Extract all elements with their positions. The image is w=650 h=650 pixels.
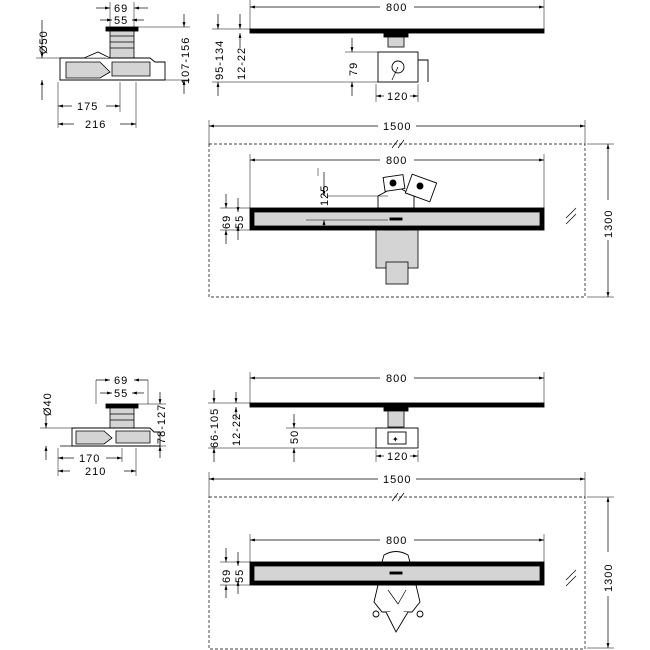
front-dim-800: 800 xyxy=(386,2,408,14)
side-low-dim-69: 69 xyxy=(114,375,129,387)
plan-low-dim-69: 69 xyxy=(221,568,233,583)
bottom-front-view xyxy=(208,372,544,463)
plan-low-dim-1300: 1300 xyxy=(603,563,615,592)
front-low-dim-12-22: 12-22 xyxy=(231,412,243,446)
plan-dim-69: 69 xyxy=(221,214,233,229)
side-dim-height: 107-156 xyxy=(180,36,192,84)
front-dim-79: 79 xyxy=(348,61,360,76)
bottom-plan-view xyxy=(209,472,615,649)
plan-dim-125: 125 xyxy=(319,184,331,206)
side-dim-216: 216 xyxy=(85,119,107,131)
drain-channel-front-low xyxy=(250,403,544,407)
bottom-side-view xyxy=(40,375,168,478)
side-drain-body-low xyxy=(60,428,160,446)
side-outlet-pipe xyxy=(106,27,138,58)
drain-channel-front xyxy=(250,29,544,33)
side-dim-diameter: Ø50 xyxy=(38,30,50,54)
front-dim-120: 120 xyxy=(387,91,409,103)
plan-low-dim-55: 55 xyxy=(234,568,246,583)
side-low-dim-height: 78-127 xyxy=(156,403,168,444)
side-low-dim-170: 170 xyxy=(79,453,101,465)
front-dim-95-134: 95-134 xyxy=(214,39,226,80)
top-plan-view xyxy=(209,120,615,297)
plan-dim-800: 800 xyxy=(386,155,408,167)
top-front-view xyxy=(212,0,544,103)
plan-dim-1300: 1300 xyxy=(603,209,615,238)
front-low-dim-66-105: 66-105 xyxy=(209,407,221,448)
front-low-dim-800: 800 xyxy=(386,373,408,385)
front-low-inner-mark: ✦ xyxy=(392,435,399,444)
side-dim-69: 69 xyxy=(114,3,129,15)
front-dim-12-22: 12-22 xyxy=(236,46,248,80)
side-low-dim-210: 210 xyxy=(85,466,107,478)
side-dim-175: 175 xyxy=(77,101,99,113)
side-outlet-pipe-low xyxy=(106,404,138,428)
plan-dim-1500: 1500 xyxy=(383,121,412,133)
top-side-view xyxy=(36,2,192,131)
front-low-dim-50: 50 xyxy=(289,429,301,444)
front-low-dim-120: 120 xyxy=(387,451,409,463)
plan-low-dim-800: 800 xyxy=(386,535,408,547)
plan-valve-assembly xyxy=(378,174,437,208)
side-dim-55: 55 xyxy=(114,15,129,27)
side-low-dim-diameter: Ø40 xyxy=(42,392,54,416)
plan-low-dim-1500: 1500 xyxy=(383,474,412,486)
plan-drain-channel xyxy=(250,208,544,230)
plan-drain-channel-low xyxy=(250,562,544,585)
side-low-dim-55: 55 xyxy=(114,388,129,400)
plan-dim-55: 55 xyxy=(234,214,246,229)
